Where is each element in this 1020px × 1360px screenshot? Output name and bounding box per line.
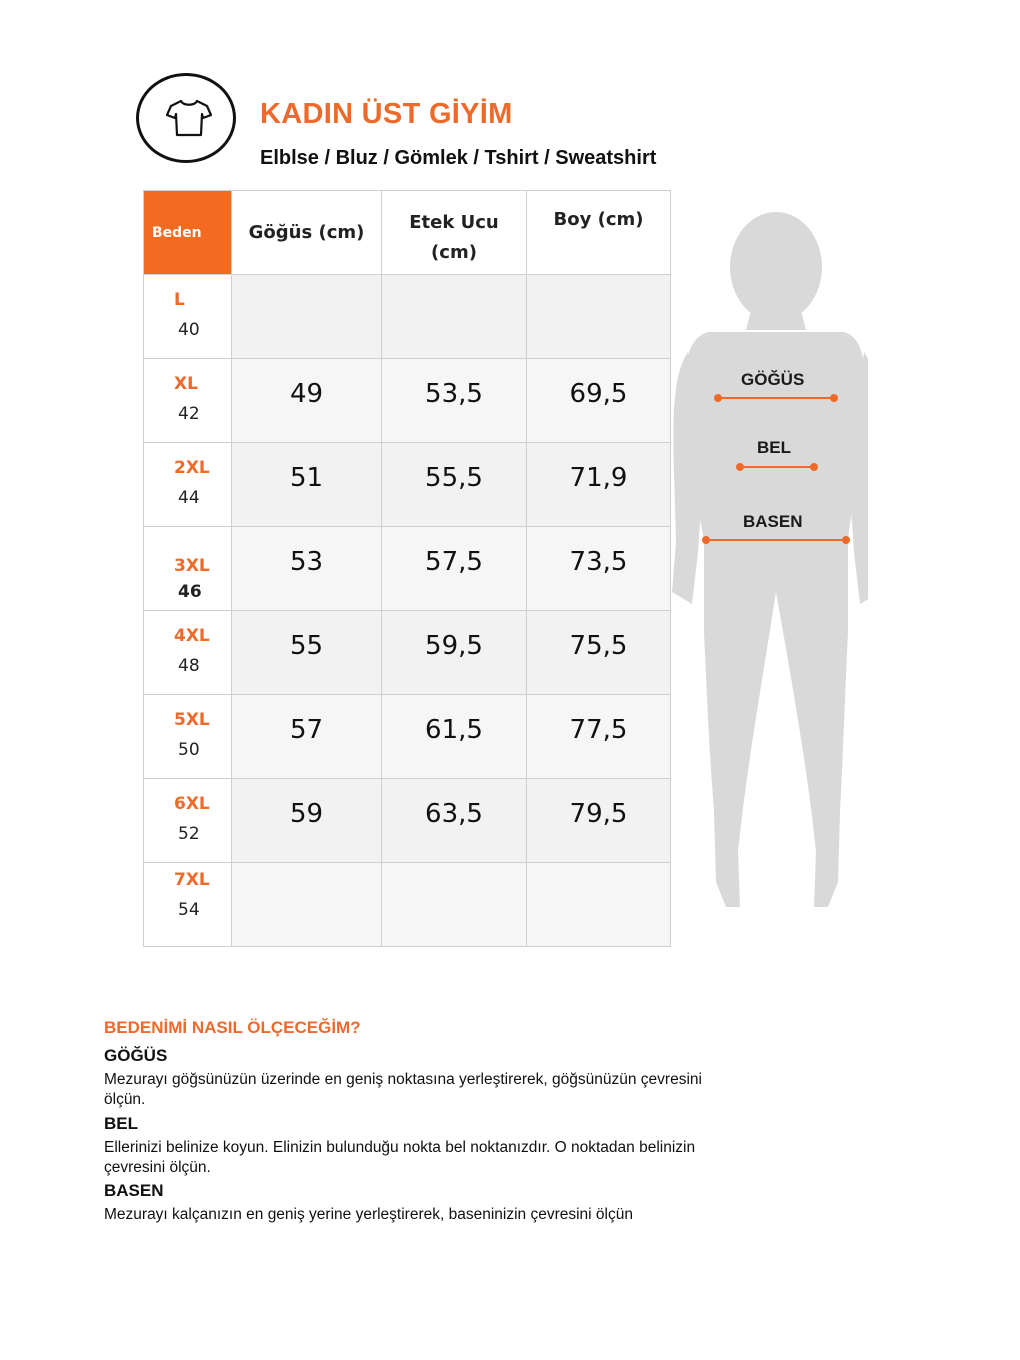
size-cell xyxy=(144,527,232,611)
table-row xyxy=(144,611,671,695)
size-cell xyxy=(144,779,232,863)
table-row xyxy=(144,695,671,779)
gogus-value xyxy=(232,863,382,947)
size-table xyxy=(143,190,671,947)
logo-circle xyxy=(136,73,236,163)
boy-value: 69,5 xyxy=(527,359,671,443)
gogus-label: GÖĞÜS xyxy=(741,370,805,389)
header-beden: Beden xyxy=(144,191,232,275)
etek-value xyxy=(382,863,527,947)
boy-value xyxy=(527,275,671,359)
size-number: 52 xyxy=(178,824,200,844)
size-label: 5XL xyxy=(174,710,210,730)
bel-label: BEL xyxy=(757,438,791,457)
gogus-value: 55 xyxy=(232,611,382,695)
guide-bel-text: Ellerinizi belinize koyun. Elinizin bulunduğu nokta bel noktanızdır. O noktadan belinizin çevresini ölçün. xyxy=(104,1139,696,1176)
guide-gogus-heading: GÖĞÜS xyxy=(104,1046,168,1065)
gogus-value: 53 xyxy=(232,527,382,611)
table-header-row xyxy=(144,191,671,275)
header-etek-line2: (cm) xyxy=(431,241,477,263)
size-cell xyxy=(144,863,232,947)
size-label: 4XL xyxy=(174,626,210,646)
size-cell xyxy=(144,359,232,443)
etek-value: 61,5 xyxy=(382,695,527,779)
size-number: 48 xyxy=(178,656,200,676)
size-number: 42 xyxy=(178,404,200,424)
guide-basen-text: Mezurayı kalçanızın en geniş yerine yerleştirerek, baseninizin çevresini ölçün xyxy=(104,1206,633,1223)
size-cell xyxy=(144,695,232,779)
etek-value: 53,5 xyxy=(382,359,527,443)
table-row xyxy=(144,863,671,947)
boy-value: 75,5 xyxy=(527,611,671,695)
basen-label: BASEN xyxy=(743,512,803,531)
size-number: 50 xyxy=(178,740,200,760)
page-subtitle: Elblse / Bluz / Gömlek / Tshirt / Sweatshirt xyxy=(260,147,657,169)
gogus-value xyxy=(232,275,382,359)
size-label: L xyxy=(174,290,185,310)
header-etek xyxy=(382,191,527,275)
size-cell xyxy=(144,275,232,359)
guide-gogus-text: Mezurayı göğsünüzün üzerinde en geniş noktasına yerleştirerek, göğsünüzün çevresini ölçün. xyxy=(104,1071,702,1108)
table-row xyxy=(144,359,671,443)
body-silhouette xyxy=(668,212,868,912)
size-label: 3XL xyxy=(174,556,210,576)
header-etek-line1: Etek Ucu xyxy=(409,211,499,233)
guide-title: BEDENİMİ NASIL ÖLÇECEĞİM? xyxy=(104,1018,361,1037)
table-row xyxy=(144,275,671,359)
table-row xyxy=(144,527,671,611)
tshirt-icon xyxy=(166,98,212,138)
etek-value: 63,5 xyxy=(382,779,527,863)
guide-basen-heading: BASEN xyxy=(104,1181,164,1200)
boy-value: 77,5 xyxy=(527,695,671,779)
size-label: 6XL xyxy=(174,794,210,814)
guide-bel-heading: BEL xyxy=(104,1114,138,1133)
table-row xyxy=(144,443,671,527)
etek-value: 59,5 xyxy=(382,611,527,695)
size-number: 44 xyxy=(178,488,200,508)
size-cell xyxy=(144,443,232,527)
size-number: 40 xyxy=(178,320,200,340)
size-label: 2XL xyxy=(174,458,210,478)
size-cell xyxy=(144,611,232,695)
size-number: 54 xyxy=(178,900,200,920)
boy-value xyxy=(527,863,671,947)
gogus-value: 59 xyxy=(232,779,382,863)
table-row xyxy=(144,779,671,863)
gogus-value: 51 xyxy=(232,443,382,527)
header-boy: Boy (cm) xyxy=(527,191,671,275)
size-label: 7XL xyxy=(174,870,210,890)
size-number: 46 xyxy=(178,582,202,602)
boy-value: 79,5 xyxy=(527,779,671,863)
etek-value xyxy=(382,275,527,359)
header-gogus: Göğüs (cm) xyxy=(232,191,382,275)
boy-value: 71,9 xyxy=(527,443,671,527)
size-label: XL xyxy=(174,374,198,394)
page-title: KADIN ÜST GİYİM xyxy=(260,98,513,130)
gogus-value: 49 xyxy=(232,359,382,443)
etek-value: 55,5 xyxy=(382,443,527,527)
etek-value: 57,5 xyxy=(382,527,527,611)
gogus-value: 57 xyxy=(232,695,382,779)
boy-value: 73,5 xyxy=(527,527,671,611)
